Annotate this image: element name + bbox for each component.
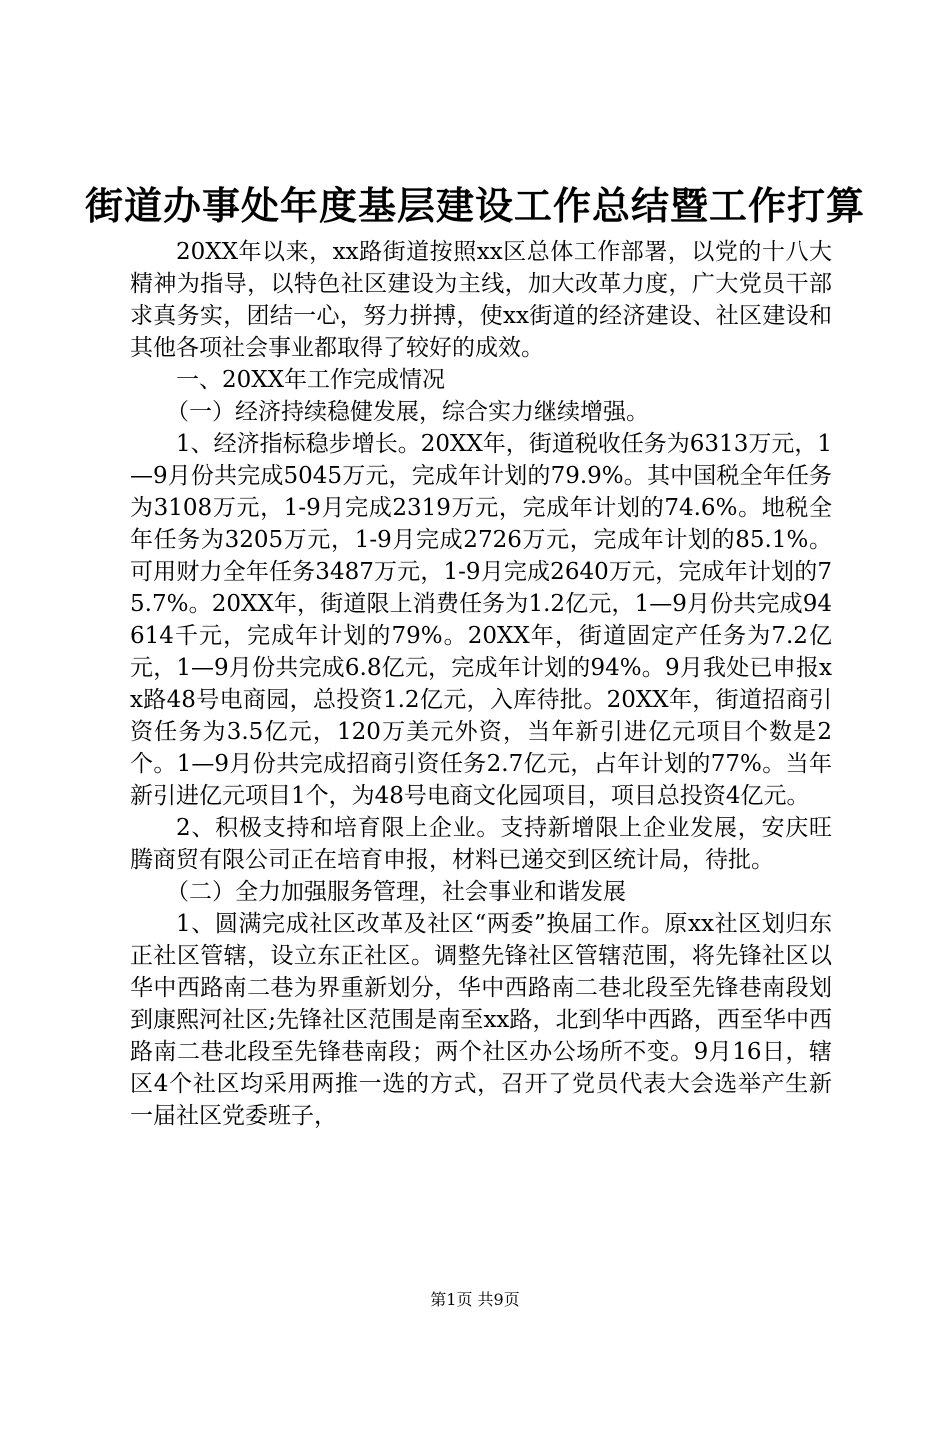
section-heading: 一、20XX年工作完成情况 [176, 367, 446, 393]
subsection-heading: （二）全力加强服务管理，社会事业和谐发展 [166, 879, 626, 905]
page-number: 第1页 共9页 [430, 1290, 520, 1309]
subsection-heading: （一）经济持续稳健发展，综合实力继续增强。 [166, 399, 649, 425]
enterprise-support-paragraph: 2、积极支持和培育限上企业。支持新增限上企业发展，安庆旺腾商贸有限公司正在培育申报，材料已递交到区统计局，待批。 [130, 815, 832, 873]
community-reform-paragraph: 1、圆满完成社区改革及社区“两委”换届工作。原xx社区划归东正社区管辖，设立东正社区。调整先锋社区管辖范围，将先锋社区以华中西路南二巷为界重新划分，华中西路南二巷北段至先锋巷南段划到康熙河社区;先锋社区范围是南至xx路，北到华中西路，西至华中西路南二巷北段至先锋巷南段；两个社区办公场所不变。9月16日，辖区4个社区均采用两推一选的方式，召开了党员代表大会选举产生新一届社区党委班子， [130, 911, 832, 1129]
document-body [130, 236, 832, 1452]
document-title: 街道办事处年度基层建设工作总结暨工作打算 [84, 184, 865, 228]
page-break-clip [130, 908, 832, 1452]
intro-paragraph: 20XX年以来，xx路街道按照xx区总体工作部署，以党的十八大精神为指导，以特色社区建设为主线，加大改革力度，广大党员干部求真务实，团结一心，努力拼搏，使xx街道的经济建设、社区建设和其他各项社会事业都取得了较好的成效。 [130, 239, 832, 361]
economic-indicators-paragraph: 1、经济指标稳步增长。20XX年，街道税收任务为6313万元，1—9月份共完成5045万元，完成年计划的79.9%。其中国税全年任务为3108万元，1-9月完成2319万元，完成年计划的74.6%。地税全年任务为3205万元，1-9月完成2726万元，完成年计划的85.1%。可用财力全年任务3487万元，1-9月完成2640万元，完成年计划的75.7%。20XX年，街道限上消费任务为1.2亿元，1—9月份共完成94614千元，完成年计划的79%。20XX年，街道固定产任务为7.2亿元，1—9月份共完成6.8亿元，完成年计划的94%。9月我处已申报xx路48号电商园，总投资1.2亿元，入库待批。20XX年，街道招商引资任务为3.5亿元，120万美元外资，当年新引进亿元项目个数是2个。1—9月份共完成招商引资任务2.7亿元，占年计划的77%。当年新引进亿元项目1个，为48号电商文化园项目，项目总投资4亿元。 [130, 431, 832, 809]
